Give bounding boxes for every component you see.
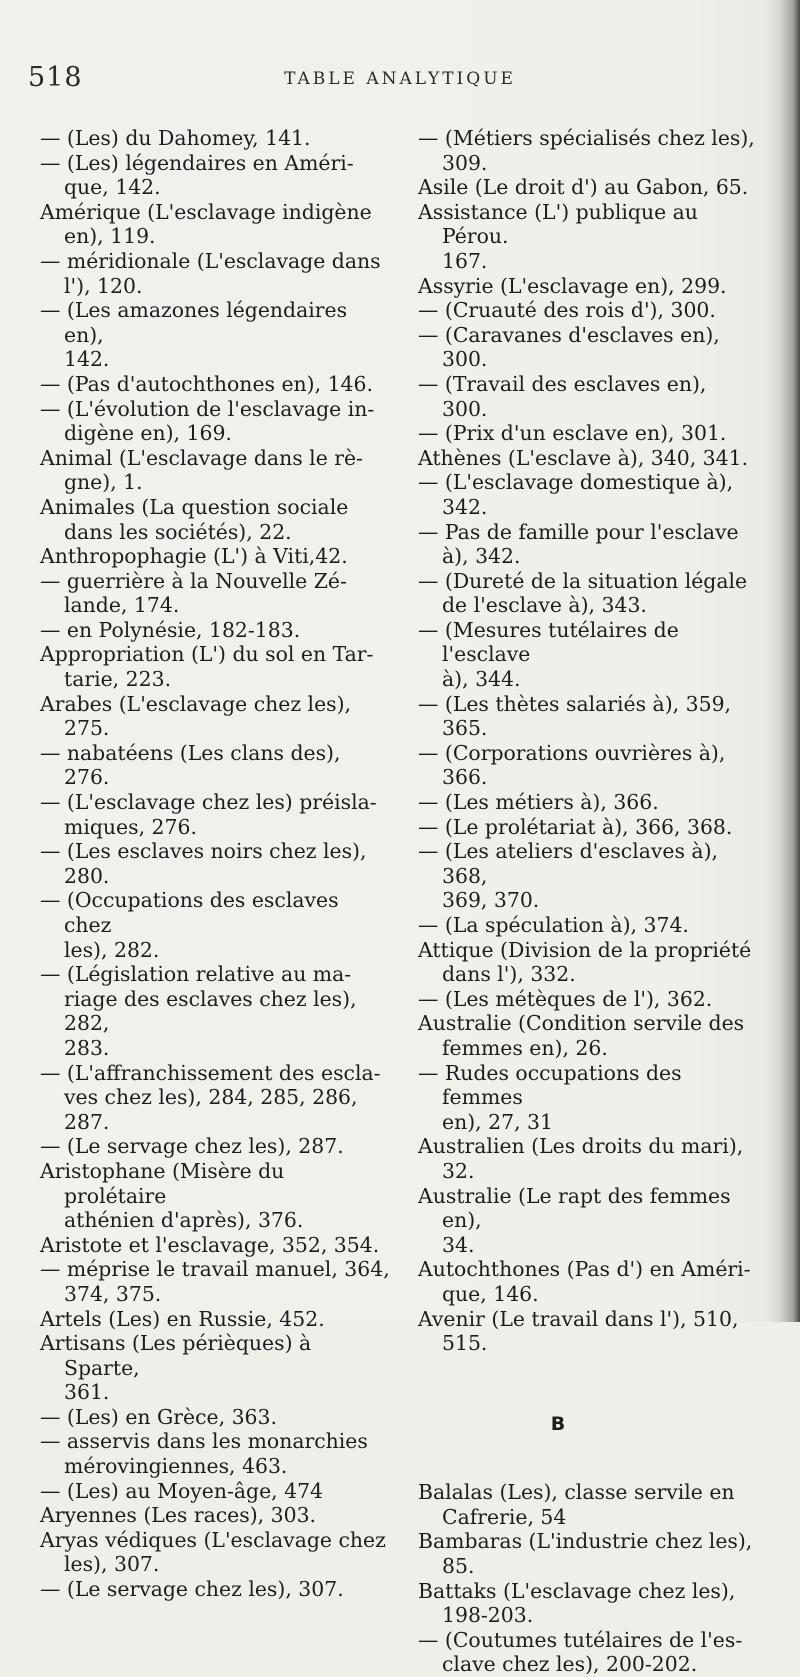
page-header (0, 62, 800, 96)
index-entry: Aristote et l'esclavage, 352, 354. (40, 1232, 380, 1257)
running-title: TABLE ANALYTIQUE (284, 69, 516, 89)
index-entry: Battaks (L'esclavage chez les), 198-203. (418, 1578, 736, 1628)
index-entry: Balalas (Les), classe servile en Cafrerie, 54 (418, 1480, 735, 1529)
index-entry: — (Cruauté des rois d'), 300. (418, 298, 716, 323)
index-entry: — (Le servage chez les), 287. (40, 1134, 344, 1159)
index-entry: Australie (Condition servile des femmes en), 26. (418, 1011, 745, 1060)
index-entry: — (Corporations ouvrières à), 366. (418, 740, 726, 790)
index-entry: Assistance (L') publique au Pérou. 167. (418, 199, 698, 273)
index-entry: Animal (L'esclavage dans le rè- gne), 1. (40, 445, 363, 495)
index-entry: Aryennes (Les races), 303. (40, 1503, 317, 1528)
index-entry: — (La spéculation à), 374. (418, 913, 689, 937)
index-entry: — (Coutumes tutélaires de l'es- clave chez les), 200-202. (418, 1627, 743, 1677)
index-entry: Appropriation (L') du sol en Tar- tarie, 223. (40, 642, 374, 692)
page-edge-shadow (766, 0, 800, 1322)
index-entry: — (L'esclavage domestique à), 342. (418, 470, 734, 519)
index-entry: Artels (Les) en Russie, 452. (40, 1306, 325, 1331)
index-column-left (40, 126, 390, 1602)
index-entry: — (Métiers spécialisés chez les), 309. (418, 126, 755, 175)
index-entry: — (Pas d'autochthones en), 146. (40, 371, 373, 396)
index-entry: Australie (Le rapt des femmes en), 34. (418, 1183, 731, 1257)
index-entry: Australien (Les droits du mari), 32. (418, 1134, 744, 1183)
index-entry: Asile (Le droit d') au Gabon, 65. (418, 175, 749, 200)
index-entry: Avenir (Le travail dans l'), 510, 515. (418, 1306, 739, 1356)
index-entry: — nabatéens (Les clans des), 276. (40, 740, 341, 790)
index-entry: — (Mesures tutélaires de l'esclave à), 344. (418, 617, 679, 692)
index-entry: — (L'esclavage chez les) préisla- miques, 276. (40, 790, 377, 839)
index-entry: — (Les métiers à), 366. (418, 790, 659, 815)
index-entry: — Rudes occupations des femmes en), 27, 31 (418, 1060, 682, 1134)
index-entry: — méprise le travail manuel, 364, 374, 375. (40, 1257, 390, 1306)
index-entry: — (Les métèques de l'), 362. (418, 986, 713, 1011)
index-entry: Attique (Division de la propriété dans l'), 332. (418, 937, 752, 987)
index-entry: — (Les) légendaires en Améri- que, 142. (40, 150, 354, 200)
index-entry: — (Prix d'un esclave en), 301. (418, 421, 727, 446)
index-entry: — (L'évolution de l'esclavage in- digène en), 169. (40, 396, 375, 446)
index-entry: — (Le prolétariat à), 366, 368. (418, 814, 733, 839)
index-entry: Athènes (L'esclave à), 340, 341. (418, 445, 749, 470)
index-entry: — (Le servage chez les), 307. (40, 1577, 344, 1602)
index-entry: — Pas de famille pour l'esclave à), 342. (418, 519, 739, 569)
index-entry: Assyrie (L'esclavage en), 299. (418, 273, 727, 298)
index-entries-b (418, 1480, 758, 1677)
index-entry: Artisans (Les périèques) à Sparte, 361. (40, 1331, 312, 1405)
index-entry: Anthropophagie (L') à Viti,42. (40, 544, 348, 569)
index-entry: — (Les) du Dahomey, 141. (40, 126, 311, 150)
index-entry: — (Caravanes d'esclaves en), 300. (418, 322, 720, 372)
page-number: 518 (28, 62, 83, 93)
index-entry: — (Les amazones légendaires en), 142. (40, 298, 348, 372)
index-entry: — (Dureté de la situation légale de l'esclave à), 343. (418, 568, 748, 618)
index-column-right (418, 126, 758, 1677)
index-entry: Animales (La question sociale dans les sociétés), 22. (40, 494, 349, 544)
index-entry: — (Occupations des esclaves chez les), 282. (40, 888, 339, 962)
index-entry: — (L'affranchissement des escla- ves chez les), 284, 285, 286, 287. (40, 1060, 381, 1134)
index-entry: Aryas védiques (L'esclavage chez les), 307. (40, 1527, 386, 1577)
index-entry: — (Les thètes salariés à), 359, 365. (418, 691, 732, 741)
index-entry: — méridionale (L'esclavage dans l'), 120. (40, 248, 381, 298)
index-entry: — en Polynésie, 182-183. (40, 617, 301, 642)
index-entry: Amérique (L'esclavage indigène en), 119. (40, 199, 372, 249)
index-entry: — asservis dans les monarchies mérovingiennes, 463. (40, 1429, 368, 1479)
index-entry: — (Les) au Moyen-âge, 474 (40, 1478, 324, 1503)
section-letter-b: B (550, 1412, 566, 1435)
index-entry: — (Travail des esclaves en), 300. (418, 371, 707, 421)
index-entry: Autochthones (Pas d') en Améri- que, 146. (418, 1257, 751, 1306)
index-entry: — (Les esclaves noirs chez les), 280. (40, 839, 367, 888)
index-entry: — (Les ateliers d'esclaves à), 368, 369, 370. (418, 839, 719, 913)
index-entry: — guerrière à la Nouvelle Zé- lande, 174. (40, 568, 347, 618)
index-entry: — (Les) en Grèce, 363. (40, 1404, 277, 1429)
index-entries-a (418, 126, 758, 1356)
index-entry: — (Législation relative au ma- riage des esclaves chez les), 282, 283. (40, 962, 357, 1060)
index-entry: Bambaras (L'industrie chez les), 85. (418, 1529, 753, 1579)
index-entry: Aristophane (Misère du prolétaire athénien d'après), 376. (40, 1158, 304, 1233)
index-entry: Arabes (L'esclavage chez les), 275. (40, 691, 352, 741)
